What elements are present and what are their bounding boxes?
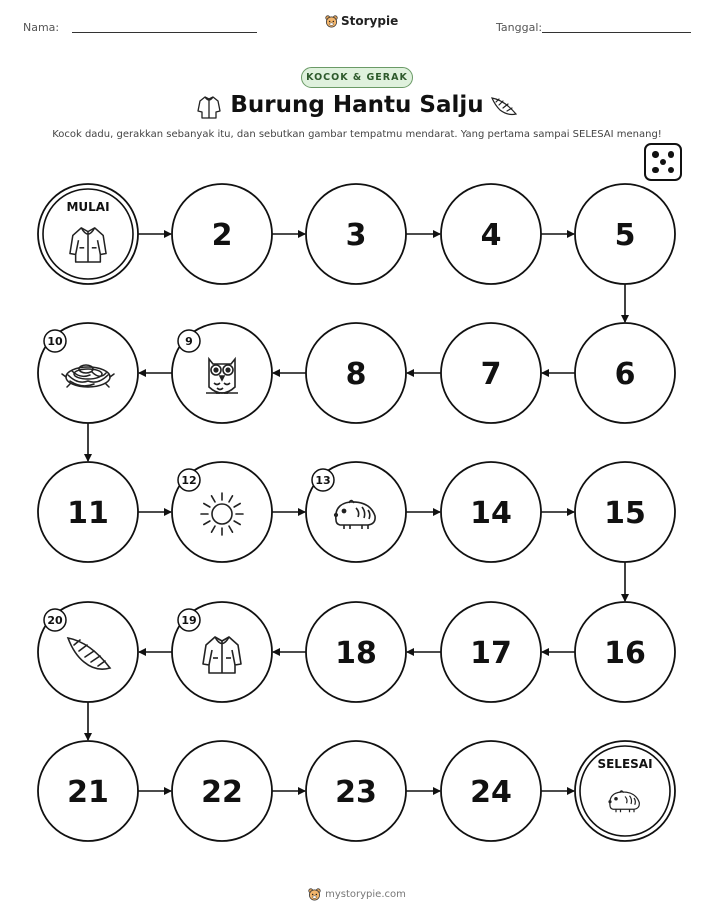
board-space-4 — [441, 184, 541, 284]
board-space-3 — [306, 184, 406, 284]
space-number: 21 — [67, 775, 109, 810]
space-number: 24 — [470, 775, 512, 810]
board-space-7 — [441, 323, 541, 423]
board-space-11 — [38, 462, 138, 562]
space-number: 3 — [345, 218, 367, 253]
board-space-8 — [306, 323, 406, 423]
board-space-9 — [172, 323, 272, 423]
space-number: 15 — [604, 496, 646, 531]
space-number: 14 — [470, 496, 512, 531]
brand-name: Storypie — [341, 14, 399, 28]
board-space-21 — [38, 741, 138, 841]
space-number: 18 — [335, 636, 377, 671]
board-space-13 — [306, 462, 406, 562]
board-space-23 — [306, 741, 406, 841]
name-label: Nama: — [23, 21, 60, 34]
space-number: 12 — [181, 474, 197, 487]
space-number: 22 — [201, 775, 243, 810]
activity-badge: KOCOK & GERAK — [301, 67, 413, 88]
start-label: MULAI — [66, 200, 110, 214]
space-number: 7 — [480, 357, 502, 392]
board-space-22 — [172, 741, 272, 841]
space-number: 19 — [181, 614, 197, 627]
board-space-12 — [172, 462, 272, 562]
space-circle — [575, 741, 675, 841]
board-space-17 — [441, 602, 541, 702]
board-space-15 — [575, 462, 675, 562]
board-space-18 — [306, 602, 406, 702]
board-space-5 — [575, 184, 675, 284]
footer — [0, 888, 714, 901]
space-number: 16 — [604, 636, 646, 671]
board-space-10 — [38, 323, 138, 423]
space-number: 13 — [315, 474, 331, 487]
board-space-1 — [38, 184, 138, 284]
space-number: 9 — [185, 335, 193, 348]
page-title: Burung Hantu Salju — [230, 92, 484, 118]
space-number: 17 — [470, 636, 512, 671]
board-space-6 — [575, 323, 675, 423]
board-space-14 — [441, 462, 541, 562]
space-number: 10 — [47, 335, 63, 348]
space-number: 2 — [211, 218, 233, 253]
board-space-2 — [172, 184, 272, 284]
footer-url: mystorypie.com — [325, 889, 406, 900]
space-number: 8 — [345, 357, 367, 392]
date-label: Tanggal: — [496, 21, 543, 34]
board-space-19 — [172, 602, 272, 702]
board-space-16 — [575, 602, 675, 702]
board-space-24 — [441, 741, 541, 841]
space-number: 4 — [480, 218, 502, 253]
instructions-text: Kocok dadu, gerakkan sebanyak itu, dan sebutkan gambar tempatmu mendarat. Yang pertama sampai SELESAI menang! — [52, 129, 662, 140]
space-number: 6 — [614, 357, 636, 392]
space-number: 20 — [47, 614, 63, 627]
bear-icon — [308, 888, 321, 901]
finish-label: SELESAI — [597, 757, 653, 771]
space-number: 11 — [67, 496, 109, 531]
board-space-20 — [38, 602, 138, 702]
space-number: 5 — [614, 218, 636, 253]
space-number: 23 — [335, 775, 377, 810]
board-space-25 — [575, 741, 675, 841]
